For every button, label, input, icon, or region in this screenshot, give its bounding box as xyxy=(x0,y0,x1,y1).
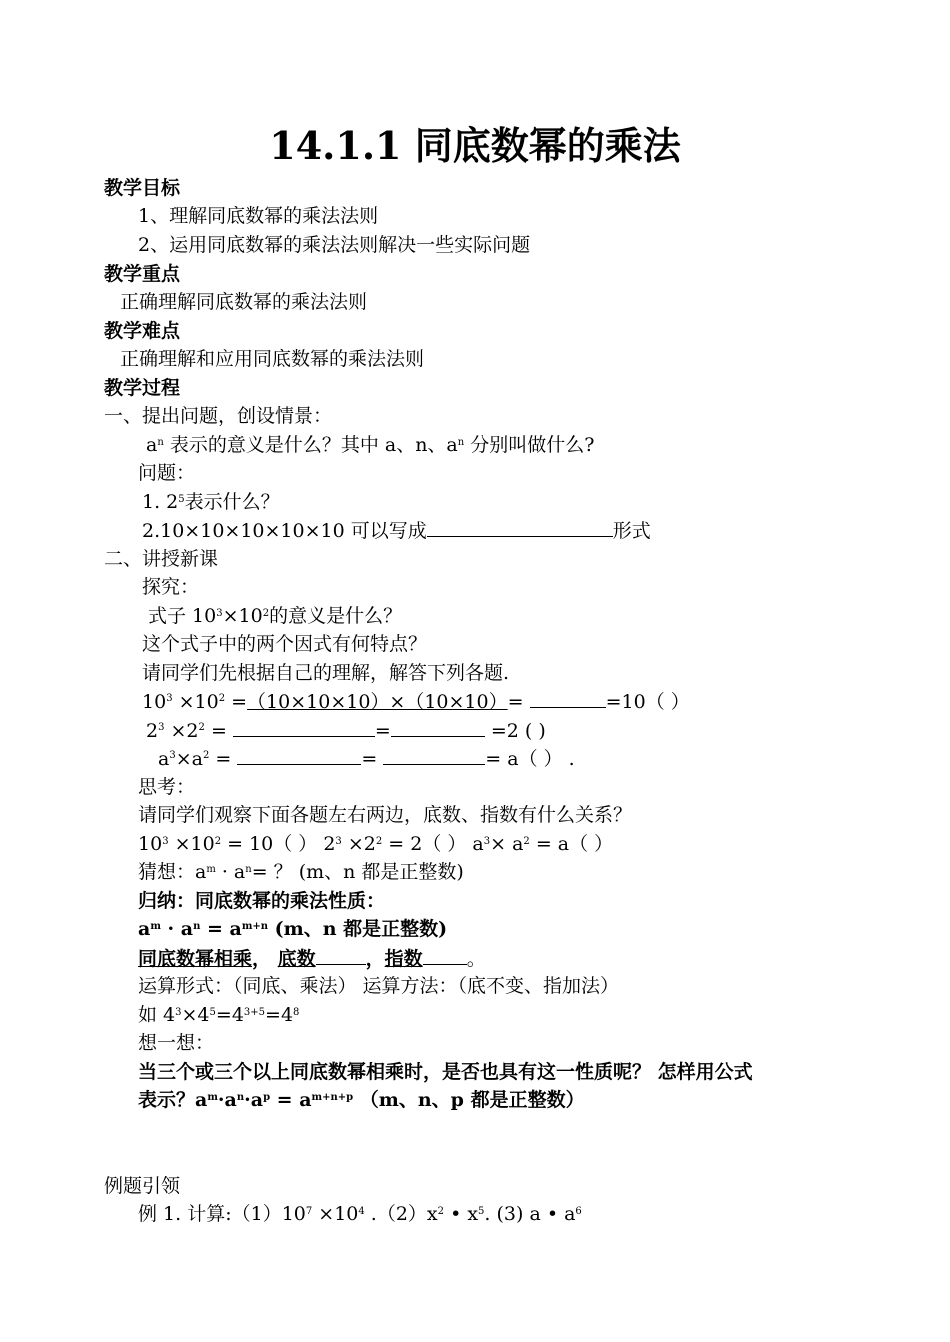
think-label: 思考： xyxy=(138,776,196,798)
exercise-2: $2^3 \times 2^2$ = = =2 ( ) xyxy=(146,716,546,745)
explore-label: 探究： xyxy=(142,576,200,598)
examples-heading: 例题引领 xyxy=(104,1175,181,1197)
question-line: $a^n$ 表示的意义是什么？其中 a、n、$a^n$ 分别叫做什么? xyxy=(146,434,595,456)
example-1: 例 1. 计算$:(1)10^7 \times 10^4$ $.(2)x^2$ • $x^5$. (3) a • $a^6$ xyxy=(138,1203,582,1225)
section-heading-goals: 教学目标 xyxy=(104,177,181,199)
section-heading-process: 教学过程 xyxy=(104,377,181,399)
answer-blank[interactable] xyxy=(316,944,366,965)
goal-item-2: 2、运用同底数幂的乘法法则解决一些实际问题 xyxy=(138,234,531,256)
rule-statement: 同底数幂相乘， 底数 ，指数 。 xyxy=(138,944,486,973)
goal-item-1: 1、理解同底数幂的乘法法则 xyxy=(138,205,379,227)
think-instruction: 请同学们观察下面各题左右两边，底数、指数有什么关系？ xyxy=(138,804,633,826)
summary-heading: 归纳：同底数幂的乘法性质： xyxy=(138,890,386,912)
extension-formula: 表示？$a^m\cdot a^n\cdot a^p = a^{m+n+p}$ （m、n、p 都是正整数） xyxy=(138,1089,585,1111)
answer-blank[interactable] xyxy=(233,716,375,737)
explore-instruction: 请同学们先根据自己的理解，解答下列各题. xyxy=(142,662,510,684)
problem-label: 问题： xyxy=(138,462,196,484)
key-point: 正确理解同底数幂的乘法法则 xyxy=(120,291,368,313)
answer-blank[interactable] xyxy=(423,944,467,965)
formula-rule: $a^m \cdot a^n = a^{m+n}$ (m、n 都是正整数) xyxy=(138,918,448,940)
difficulty-point: 正确理解和应用同底数幂的乘法法则 xyxy=(120,348,425,370)
answer-blank[interactable] xyxy=(427,516,613,537)
explore-question-1: 式子 $10^3\times 10^2$的意义是什么？ xyxy=(148,605,403,627)
operation-form: 运算形式：（同底、乘法） 运算方法：（底不变、指加法） xyxy=(138,975,620,997)
example-line: 如 $4^3\times 4^5=4^{3+5}=4^8$ xyxy=(138,1004,300,1026)
exercise-1: $10^3 \times 10^2 =(10\times 10\times 10)\times(10\times 10)= =10$（ ） xyxy=(142,687,690,716)
part-two-heading: 二、讲授新课 xyxy=(104,548,219,570)
problem-1: 1. $2^5$表示什么？ xyxy=(142,491,280,513)
extension-question: 当三个或三个以上同底数幂相乘时，是否也具有这一性质呢？ 怎样用公式 xyxy=(138,1061,753,1083)
think-again-label: 想一想： xyxy=(138,1032,215,1054)
problem-2: 2.10×10×10×10×10 可以写成 形式 xyxy=(142,516,651,545)
explore-question-2: 这个式子中的两个因式有何特点？ xyxy=(142,633,428,655)
section-heading-difficulty: 教学难点 xyxy=(104,320,181,342)
answer-blank[interactable] xyxy=(383,744,485,765)
think-exercises: $10^3 \times 10^2 = 10$（ ） $2^3 \times 2^2 = 2$（ ） $a^3\times a^2 = a$（ ） xyxy=(138,833,614,855)
answer-blank[interactable] xyxy=(530,687,606,708)
part-one-heading: 一、提出问题，创设情景： xyxy=(104,405,333,427)
guess-line: 猜想：$a^m \cdot a^n=$ ？ (m、n 都是正整数) xyxy=(138,861,464,883)
answer-blank[interactable] xyxy=(237,744,361,765)
page-title: 14.1.1 同底数幂的乘法 xyxy=(269,123,681,168)
answer-blank[interactable] xyxy=(391,716,485,737)
section-heading-key: 教学重点 xyxy=(104,263,181,285)
exercise-3: $a^3\times a^2$ = = = a（ ） . xyxy=(158,744,575,773)
